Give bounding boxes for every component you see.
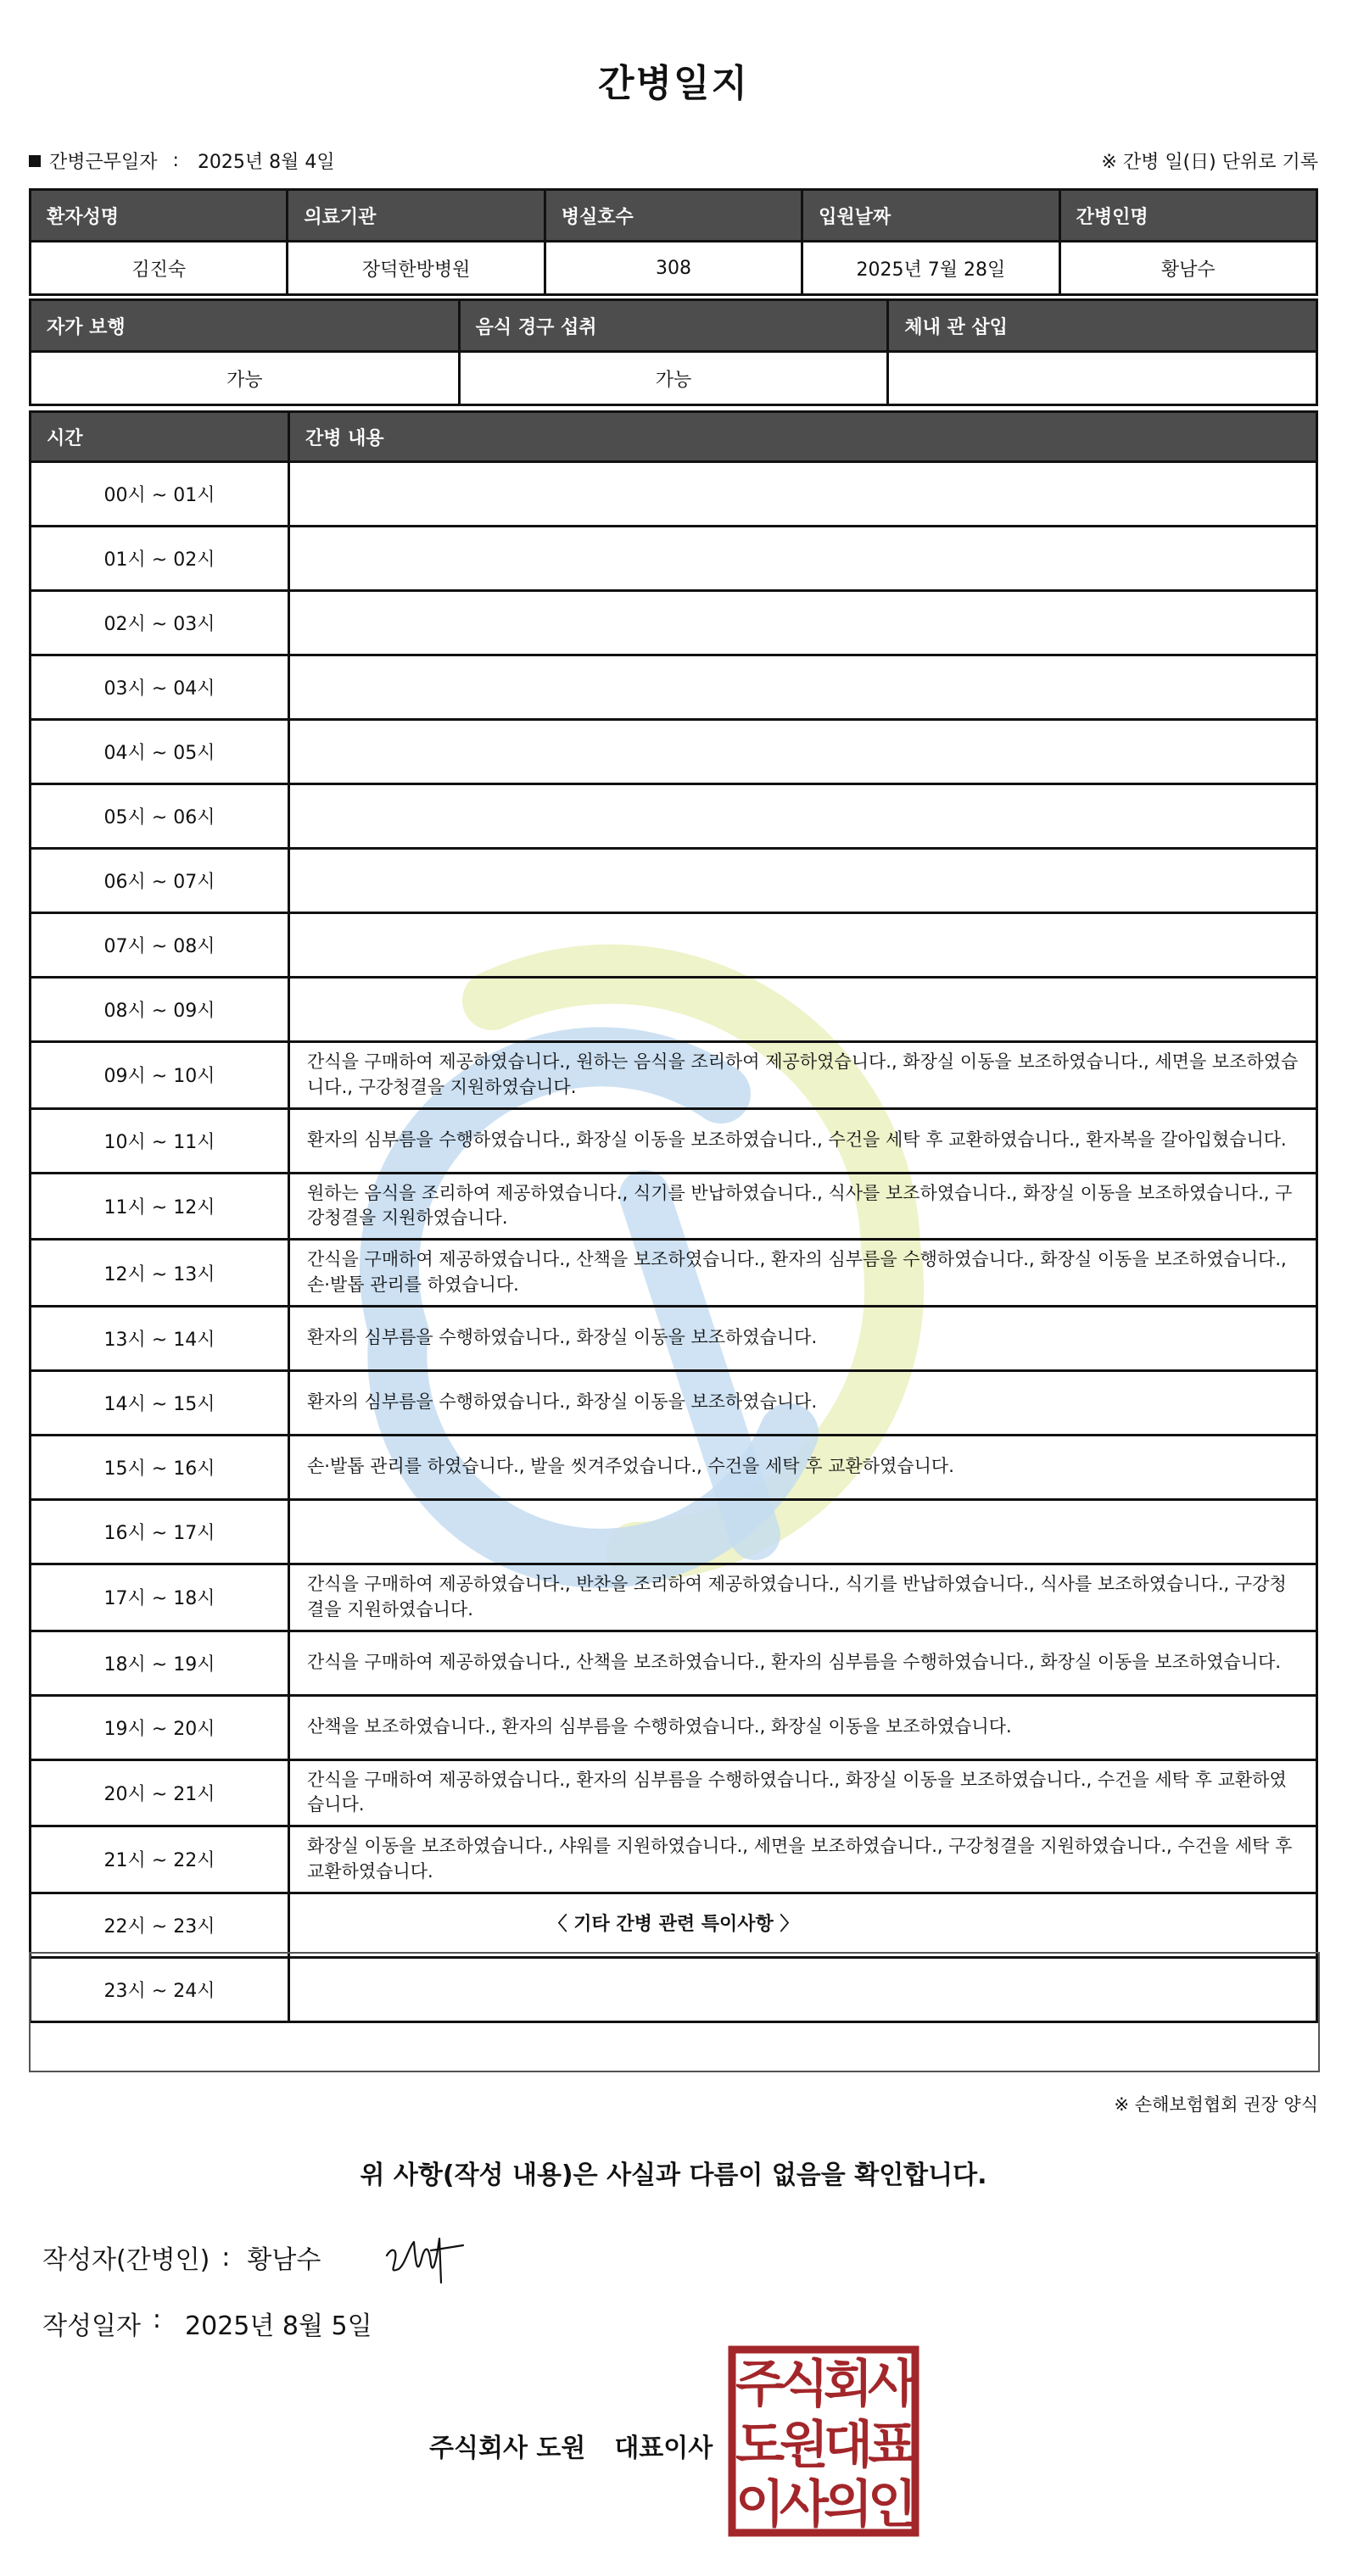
log-row: [31, 1759, 1317, 1826]
header-care-content: 간병 내용: [289, 412, 1317, 462]
log-row-time: 16시 ~ 17시: [31, 1499, 289, 1564]
header-self-walking: 자가 보행: [31, 300, 460, 352]
svg-text:이사의인: 이사의인: [735, 2475, 912, 2534]
special-notes-box: [29, 1952, 1320, 2072]
log-row-content: 간식을 구매하여 제공하였습니다., 산책을 보조하였습니다., 환자의 심부름을 수행하였습니다., 화장실 이동을 보조하였습니다.: [289, 1631, 1317, 1695]
self-walking-value: 가능: [31, 352, 460, 405]
log-row-time: 06시 ~ 07시: [31, 849, 289, 913]
log-row-content: [289, 720, 1317, 784]
log-row-time: 19시 ~ 20시: [31, 1695, 289, 1759]
oral-intake-value: 가능: [459, 352, 888, 405]
log-row: [31, 1306, 1317, 1370]
log-row-time: 09시 ~ 10시: [31, 1042, 289, 1109]
writer-name: 황남수: [247, 2245, 321, 2275]
header-oral-intake: 음식 경구 섭취: [459, 300, 888, 352]
log-row-content: 원하는 음식을 조리하여 제공하였습니다., 식기를 반납하였습니다., 식사를 보조하였습니다., 화장실 이동을 보조하였습니다., 구강청결을 지원하였습니다.: [289, 1173, 1317, 1240]
log-row-time: 15시 ~ 16시: [31, 1435, 289, 1499]
document-title: 간병일지: [597, 62, 749, 105]
log-row: [31, 1435, 1317, 1499]
company-name: 주식회사 도원: [429, 2434, 586, 2463]
log-row: [31, 913, 1317, 978]
company-seal-stamp: [728, 2345, 919, 2537]
log-row: [31, 784, 1317, 849]
log-row: [31, 720, 1317, 784]
written-date-label: 작성일자: [42, 2311, 141, 2341]
confirmation-statement: 위 사항(작성 내용)은 사실과 다름이 없음을 확인합니다.: [360, 2161, 987, 2190]
log-row-content: [289, 784, 1317, 849]
log-row-content: 산책을 보조하였습니다., 환자의 심부름을 수행하였습니다., 화장실 이동을 보조하였습니다.: [289, 1695, 1317, 1759]
log-row: [31, 1564, 1317, 1631]
company-line: [429, 2427, 713, 2464]
log-row: [31, 591, 1317, 655]
log-row-content: 간식을 구매하여 제공하였습니다., 환자의 심부름을 수행하였습니다., 화장실 이동을 보조하였습니다., 수건을 세탁 후 교환하였습니다.: [289, 1759, 1317, 1826]
log-row-time: 04시 ~ 05시: [31, 720, 289, 784]
log-row-content: 화장실 이동을 보조하였습니다., 샤워를 지원하였습니다., 세면을 보조하였습니다., 구강청결을 지원하였습니다., 수건을 세탁 후 교환하였습니다.: [289, 1826, 1317, 1893]
work-date-colon: :: [172, 150, 179, 171]
log-row-content: [289, 978, 1317, 1042]
log-row-content: [289, 591, 1317, 655]
log-row: [31, 1042, 1317, 1109]
header-time: 시간: [31, 412, 289, 462]
work-date-value: 2025년 8월 4일: [197, 152, 335, 173]
log-row-time: 00시 ~ 01시: [31, 462, 289, 527]
log-row: [31, 655, 1317, 720]
writer-label: 작성자(간병인): [42, 2245, 210, 2275]
log-row: [31, 1826, 1317, 1893]
log-row-content: [289, 462, 1317, 527]
room-number: 308: [545, 242, 802, 295]
log-row-content: [289, 655, 1317, 720]
log-row-time: 22시 ~ 23시: [31, 1893, 289, 1957]
tube-insertion-value: [888, 352, 1317, 405]
log-row-time: 01시 ~ 02시: [31, 527, 289, 591]
patient-info-table: [29, 188, 1318, 296]
log-row-content: [289, 527, 1317, 591]
square-bullet-icon: [29, 155, 41, 167]
log-row-time: 20시 ~ 21시: [31, 1759, 289, 1826]
hourly-care-log-table: [29, 410, 1318, 2023]
log-row: [31, 1240, 1317, 1307]
log-row: [31, 462, 1317, 527]
patient-status-table: [29, 298, 1318, 406]
log-row-content: [289, 849, 1317, 913]
log-row-content: 손·발톱 관리를 하였습니다., 발을 씻겨주었습니다., 수건을 세탁 후 교환하였습니다.: [289, 1435, 1317, 1499]
log-row: [31, 1108, 1317, 1173]
header-caregiver: 간병인명: [1059, 190, 1316, 242]
log-row-content: 간식을 구매하여 제공하였습니다., 반찬을 조리하여 제공하였습니다., 식기를 반납하였습니다., 식사를 보조하였습니다., 구강청결을 지원하였습니다.: [289, 1564, 1317, 1631]
written-date-colon: :: [152, 2305, 162, 2334]
header-admission-date: 입원날짜: [802, 190, 1059, 242]
header-patient-name: 환자성명: [31, 190, 288, 242]
log-row: [31, 1631, 1317, 1695]
log-row: [31, 1370, 1317, 1435]
log-row-time: 10시 ~ 11시: [31, 1108, 289, 1173]
log-row-time: 05시 ~ 06시: [31, 784, 289, 849]
svg-text:도원대표: 도원대표: [735, 2416, 912, 2475]
written-date-value: 2025년 8월 5일: [185, 2311, 372, 2341]
log-row-time: 03시 ~ 04시: [31, 655, 289, 720]
log-row: [31, 978, 1317, 1042]
svg-text:주식회사: 주식회사: [735, 2355, 912, 2414]
log-row-content: 환자의 심부름을 수행하였습니다., 화장실 이동을 보조하였습니다., 수건을 세탁 후 교환하였습니다., 환자복을 갈아입혔습니다.: [289, 1108, 1317, 1173]
handwritten-signature: [380, 2230, 473, 2289]
header-hospital: 의료기관: [288, 190, 545, 242]
log-row-time: 21시 ~ 22시: [31, 1826, 289, 1893]
log-row-time: 14시 ~ 15시: [31, 1370, 289, 1435]
log-row-time: 18시 ~ 19시: [31, 1631, 289, 1695]
writer-line: [42, 2239, 321, 2276]
log-row-time: 23시 ~ 24시: [31, 1957, 289, 2021]
log-row-time: 13시 ~ 14시: [31, 1306, 289, 1370]
header-room: 병실호수: [545, 190, 802, 242]
log-row-content: 환자의 심부름을 수행하였습니다., 화장실 이동을 보조하였습니다.: [289, 1370, 1317, 1435]
form-source-note: ※ 손해보험협회 권장 양식: [1114, 2094, 1318, 2115]
log-row: [31, 1173, 1317, 1240]
log-row-content: 간식을 구매하여 제공하였습니다., 원하는 음식을 조리하여 제공하였습니다., 화장실 이동을 보조하였습니다., 세면을 보조하였습니다., 구강청결을 지원하였습니다.: [289, 1042, 1317, 1109]
log-row-content: [289, 913, 1317, 978]
log-row: [31, 1499, 1317, 1564]
company-role: 대표이사: [614, 2434, 713, 2463]
log-row: [31, 527, 1317, 591]
header-tube-insertion: 체내 관 삽입: [888, 300, 1317, 352]
special-notes-title: 〈 기타 간병 관련 특이사항 〉: [548, 1914, 799, 1935]
log-row-content: 환자의 심부름을 수행하였습니다., 화장실 이동을 보조하였습니다.: [289, 1306, 1317, 1370]
log-row: [31, 1695, 1317, 1759]
writer-colon: :: [221, 2242, 231, 2272]
log-row-content: 간식을 구매하여 제공하였습니다., 산책을 보조하였습니다., 환자의 심부름을 수행하였습니다., 화장실 이동을 보조하였습니다., 손·발톱 관리를 하였습니다.: [289, 1240, 1317, 1307]
written-date-line: [42, 2305, 372, 2342]
log-row-time: 02시 ~ 03시: [31, 591, 289, 655]
log-row-time: 07시 ~ 08시: [31, 913, 289, 978]
work-date: [29, 148, 335, 174]
hospital-name: 장덕한방병원: [288, 242, 545, 295]
caregiver-name: 황남수: [1059, 242, 1316, 295]
daily-record-note: ※ 간병 일(日) 단위로 기록: [1101, 152, 1318, 173]
log-row-time: 11시 ~ 12시: [31, 1173, 289, 1240]
work-date-label: 간병근무일자: [49, 152, 158, 173]
log-row-time: 12시 ~ 13시: [31, 1240, 289, 1307]
log-row: [31, 849, 1317, 913]
admission-date: 2025년 7월 28일: [802, 242, 1059, 295]
log-row-time: 08시 ~ 09시: [31, 978, 289, 1042]
log-row-content: [289, 1499, 1317, 1564]
log-row-time: 17시 ~ 18시: [31, 1564, 289, 1631]
patient-name: 김진숙: [31, 242, 288, 295]
